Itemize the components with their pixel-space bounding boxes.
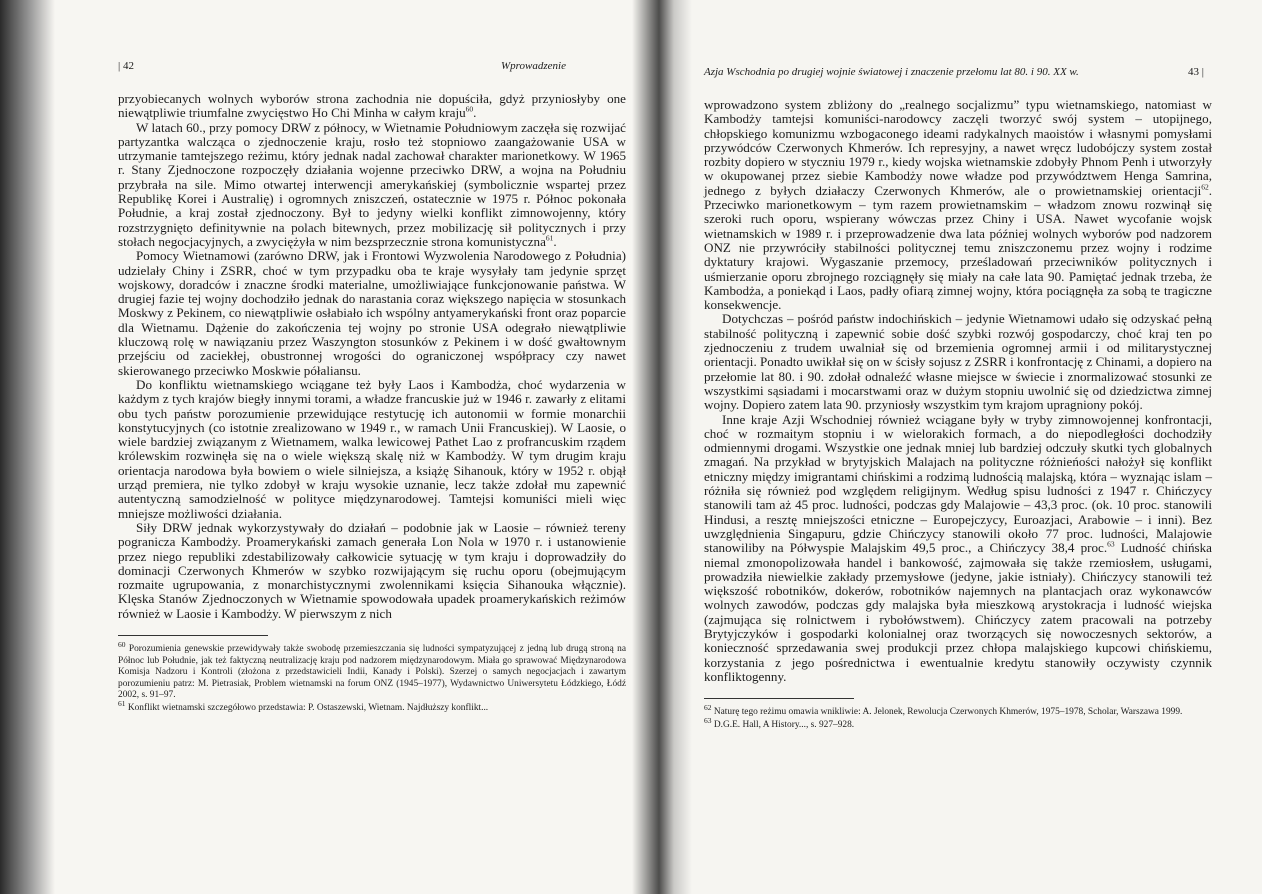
gutter-shadow bbox=[632, 0, 692, 894]
left-footnotes bbox=[118, 635, 626, 715]
footnote-ref-60[interactable]: 60 bbox=[465, 104, 474, 114]
footnote-63: $^{63}$ D.G.E. Hall, A History..., s. 927–928. bbox=[704, 715, 855, 730]
right-running-head bbox=[704, 66, 1204, 80]
left-running-title: Wprowadzenie bbox=[501, 60, 566, 72]
left-body-text bbox=[118, 92, 626, 621]
right-body-text bbox=[704, 98, 1212, 684]
footnote-ref-62[interactable]: 62 bbox=[1201, 182, 1209, 192]
footnote-60: $^{60}$ Porozumienia genewskie przewidywały także swobodę przemieszczania się ludności sympatyzującej z jedną lub drugą stroną na Północ lub Południe, jak też faktyczną neutralizację kraju pod nadzorem międzynarodowym. Miała go sprawować Międzynarodowa Komisja Nadzoru i Kontroli (złożona z przedstawicieli Indii, Kanady i Polski). Szerzej o samych negocjacjach i zawartym porozumieniu patrz: M. Pietrasiak, Problem wietnamski na forum ONZ (1945–1977), Wydawnictwo Uniwersytetu Łódzkiego, Łódź 2002, s. 91–97. bbox=[118, 639, 627, 701]
footnote-rule bbox=[704, 698, 854, 699]
right-running-title: Azja Wschodnia po drugiej wojnie światowej i znaczenie przełomu lat 80. i 90. XX w. bbox=[704, 66, 1079, 78]
left-paragraph-4: Do konfliktu wietnamskiego wciągane też były Laos i Kambodża, choć wydarzenia w każdym z tych krajów biegły innymi torami, a władze francuskie już w 1946 r. zawarły z elitami obu tych państw porozumienie przewidujące restytucję ich autonomii w formie monarchii konstytucyjnych (co istotnie zrealizowano w 1949 r., w ramach Unii Francuskiej). W Laosie, o wiele bardziej związanym z Wietnamem, walka lewicowej Pathet Lao z profrancuskim rządem królewskim rozwinęła się na o wiele większą skalę niż w Kambodży. W tym drugim kraju orientacja narodowa była bowiem o wiele silniejsza, a książę Sihanouk, który w 1952 r. objął urząd premiera, nie tylko zdobył w kraju wysokie uznanie, lecz także zdołał mu zapewnić autentyczną samodzielność w polityce międzynarodowej. Tamtejsi komuniści mieli więc mniejsze możliwości działania. bbox=[118, 376, 626, 521]
left-paragraph-5: Siły DRW jednak wykorzystywały do działań – podobnie jak w Laosie – również tereny pogranicza Kambodży. Proamerykański zamach generała Lon Nola w 1970 r. i ustanowienie przez niego republiki zdestabilizowały całkowicie sytuację w tym kraju i doprowadziły do dominacji Czerwonych Khmerów w szybko rozwijającym się ruchu oporu (obejmującym rozmaite ugrupowania, z monarchistycznymi zwolennikami księcia Sihanouka włącznie). Klęska Stanów Zjednoczonych w Wietnamie spowodowała upadek proamerykańskich reżimów również w Laosie i Kambodży. W pierwszym z nich bbox=[118, 519, 626, 621]
footnote-rule bbox=[118, 635, 268, 636]
left-paragraph-1: przyobiecanych wolnych wyborów strona zachodnia nie dopuściła, gdyż przyniosłyby one niewątpliwie triumfalne zwycięstwo Ho Chi Minha w całym kraju$^{60}$. bbox=[118, 91, 626, 121]
right-page-number: 43 | bbox=[1188, 66, 1204, 78]
footnote-ref-63[interactable]: 63 bbox=[1107, 539, 1115, 549]
footnote-61: $^{61}$ Konflikt wietnamski szczegółowo przedstawia: P. Ostaszewski, Wietnam. Najdłuższy konflikt... bbox=[118, 698, 489, 713]
left-paragraph-2: W latach 60., przy pomocy DRW z północy, w Wietnamie Południowym zaczęła się rozwijać partyzantka walcząca o zjednoczenie kraju, rosło też stopniowo zaangażowanie USA w utrzymanie tamtejszego reżimu, który jednak nadal zachował charakter marionetkowy. W 1965 r. Stany Zjednoczone rozpoczęły działania wojenne przeciwko DRW, a wojna na Południu przybrała na sile. Mimo otwartej interwencji amerykańskiej (symbolicznie wspartej przez Republikę Korei i Australię) i ogromnych zniszczeń, ostatecznie w 1975 r. Północ pokonała Południe, a kraj został zjednoczony. Był to jedyny wielki konflikt zimnowojenny, który rozstrzygnięto definitywnie na polach bitewnych, przez mobilizację sił politycznych i przy stołach negocjacyjnych, a zwyciężyła w nim bezsprzecznie strona komunistyczna$^{61}$. bbox=[118, 119, 626, 249]
footnote-62: $^{62}$ Naturę tego reżimu omawia wnikliwie: A. Jelonek, Rewolucja Czerwonych Khmerów, 1975–1978, Scholar, Warszawa 1999. bbox=[704, 703, 1183, 718]
binding-shadow bbox=[0, 0, 55, 894]
left-running-head bbox=[118, 60, 566, 74]
right-footnotes bbox=[704, 698, 1212, 731]
left-paragraph-3: Pomocy Wietnamowi (zarówno DRW, jak i Frontowi Wyzwolenia Narodowego z Południa) udzielały Chiny i ZSRR, choć w tym przypadku oba te kraje wysyłały tam jedynie sprzęt wojskowy, doradców i znaczne środki materialne, umożliwiające funkcjonowanie państwa. W drugiej fazie tej wojny dochodziło jednak do narastania coraz większego napięcia w stosunkach Moskwy z Pekinem, co niewątpliwie osłabiało ich wspólny antyamerykański front oraz poparcie dla Wietnamu. Dążenie do zakończenia tej wojny po stronie USA odegrało niewątpliwie kluczową rolę w nawiązaniu przez Waszyngton stosunków z Pekinem i w dość gwałtownym przejściu od zaciekłej, obustronnej wrogości do ograniczonej współpracy czy nawet skierowanego przeciwko Moskwie półaliansu. bbox=[118, 248, 626, 378]
right-paragraph-3: Inne kraje Azji Wschodniej również wciągane były w tryby zimnowojennej konfrontacji, choć w rozmaitym stopniu i w wielorakich formach, a do niepodległości dochodziły odmiennymi drogami. Wszystkie one jednak mniej lub bardziej odczuły skutki tych globalnych zmagań. Na przykład w brytyjskich Malajach na polityczne różnieńości nałożył się konflikt etniczny między imigrantami chińskimi a rodzimą ludnością malajską, która – wyznając islam – różniła się również pod względem religijnym. Według spisu ludności z 1947 r. Chińczycy stanowili tam aż 45 proc. ludności, podczas gdy Malajowie – 43,3 proc. (ok. 10 proc. stanowili Hindusi, a resztę mniejszości etniczne – Europejczycy, Euroazjaci, Arabowie – i inni). Bez uwzględnienia Singapuru, gdzie Chińczycy stanowili około 77 proc. ludności, Malajowie stanowiliby na Półwyspie Malajskim 49,5 proc., a Chińczycy 38,4 proc.$^{63}$ Ludność chińska niemal zmonopolizowała handel i bankowość, zajmowała się także rzemiosłem, usługami, prowadziła niewielkie zakłady przemysłowe (jedyne, jakie istniały). Chińczycy stanowili też większość robotników, dokerów, robotników najemnych na plantacjach oraz wykonawców wolnych zawodów, podczas gdy malajska była mieszkową arystokracja i ludność wiejska (zajmująca się rolnictwem i rybołówstwem). Chińczycy zatem pracowali na potrzeby Brytyjczyków i gospodarki kolonialnej oraz tworzących się nowoczesnych sektorów, a konieczność sprzedawania swej produkcji przez chłopa malajskiego kupcowi chińskiemu, korzystania z jego pośrednictwa i ewentualnie kredytu stanowiły oczywisty czynnik konfliktogenny. bbox=[704, 411, 1212, 684]
right-paragraph-2: Dotychczas – pośród państw indochińskich – jedynie Wietnamowi udało się odzyskać pełną stabilność polityczną i zapewnić sobie dość szybki rozwój gospodarczy, choć kraj ten po zjednoczeniu z trudem uwalniał się od brzemienia ogromnej armii i od militarystycznej orientacji. Ponadto uwikłał się on w ścisły sojusz z ZSRR i konfrontację z Chinami, a dopiero na przełomie lat 80. i 90. zdołał odnaleźć własne miejsce w świecie i znormalizować stosunki ze wszystkimi sąsiadami i mocarstwami oraz w dużym stopniu uwolnić się od dziedzictwa zimnej wojny. Dopiero zatem lata 90. przyniosły wszystkim tym krajom upragniony pokój. bbox=[704, 311, 1212, 413]
footnote-ref-61[interactable]: 61 bbox=[545, 233, 554, 243]
left-page-number: | 42 bbox=[118, 60, 134, 72]
right-paragraph-1: wprowadzono system zbliżony do „realnego socjalizmu” typu wietnamskiego, natomiast w Kambodży tamtejsi komuniści-narodowcy zaczęli tworzyć swój system – utopijnego, chłopskiego komunizmu wzbogaconego ideami radykalnych maoistów i własnymi pomysłami przywódców Czerwonych Khmerów. Ich represyjny, a nawet wręcz ludobójczy system został rozbity dopiero w styczniu 1979 r., kiedy wojska wietnamskie zdobyły Phnom Penh i utworzyły w okupowanej przez siebie Kambodży nowe władze pod przywództwem Henga Samrina, jednego z byłych działaczy Czerwonych Khmerów, ale o prowietnamskiej orientacji$^{62}$. Przeciwko marionetkowym – tym razem prowietnamskim – władzom znowu rozwinął się szeroki ruch oporu, wspierany wówczas przez Chiny i USA. Nawet wycofanie wojsk wietnamskich w 1989 r. i przeprowadzenie dwa lata później wolnych wyborów pod nadzorem ONZ nie przywróciły stabilności politycznej temu zniszczonemu przez wojny i rodzime dyktatury krajowi. Wygaszanie przemocy, prześladowań przeciwników politycznych i uśmierzanie oporu zbrojnego rozciągnęły się miały na całe lata 90. Pamiętać jednak trzeba, że Kambodża, a poniekąd i Laos, padły ofiarą zimnej wojny, która pociągnęła za sobą te tragiczne konsekwencje. bbox=[704, 97, 1212, 313]
right-page bbox=[650, 0, 1262, 894]
